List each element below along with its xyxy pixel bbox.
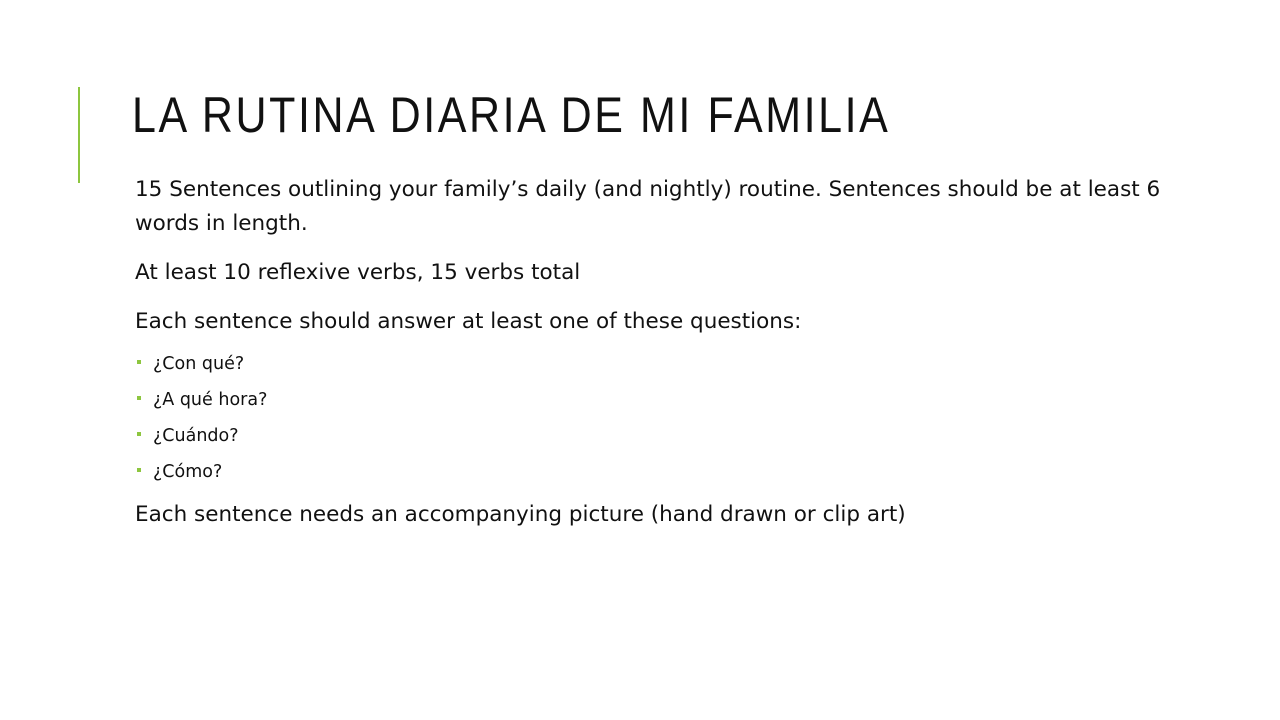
question-text: ¿Cuándo?	[153, 426, 239, 446]
instruction-questions: Each sentence should answer at least one of these questions:	[135, 309, 802, 334]
question-text: ¿Cómo?	[153, 462, 223, 482]
square-bullet-icon	[137, 432, 141, 436]
slide-body	[135, 173, 1165, 547]
title-accent-bar	[78, 87, 80, 183]
list-item	[135, 418, 1165, 454]
square-bullet-icon	[137, 396, 141, 400]
list-item	[135, 382, 1165, 418]
instruction-sentences: 15 Sentences outlining your family’s daily (and nightly) routine. Sentences should be at least 6 words in length.	[135, 177, 1161, 236]
question-list	[135, 346, 1165, 490]
square-bullet-icon	[137, 468, 141, 472]
instruction-verbs: At least 10 reflexive verbs, 15 verbs total	[135, 260, 581, 285]
question-text: ¿Con qué?	[153, 354, 245, 374]
instruction-picture: Each sentence needs an accompanying picture (hand drawn or clip art)	[135, 502, 906, 527]
square-bullet-icon	[137, 360, 141, 364]
list-item	[135, 346, 1165, 382]
slide-title: LA RUTINA DIARIA DE MI FAMILIA	[132, 87, 891, 143]
list-item	[135, 454, 1165, 490]
question-text: ¿A qué hora?	[153, 390, 268, 410]
